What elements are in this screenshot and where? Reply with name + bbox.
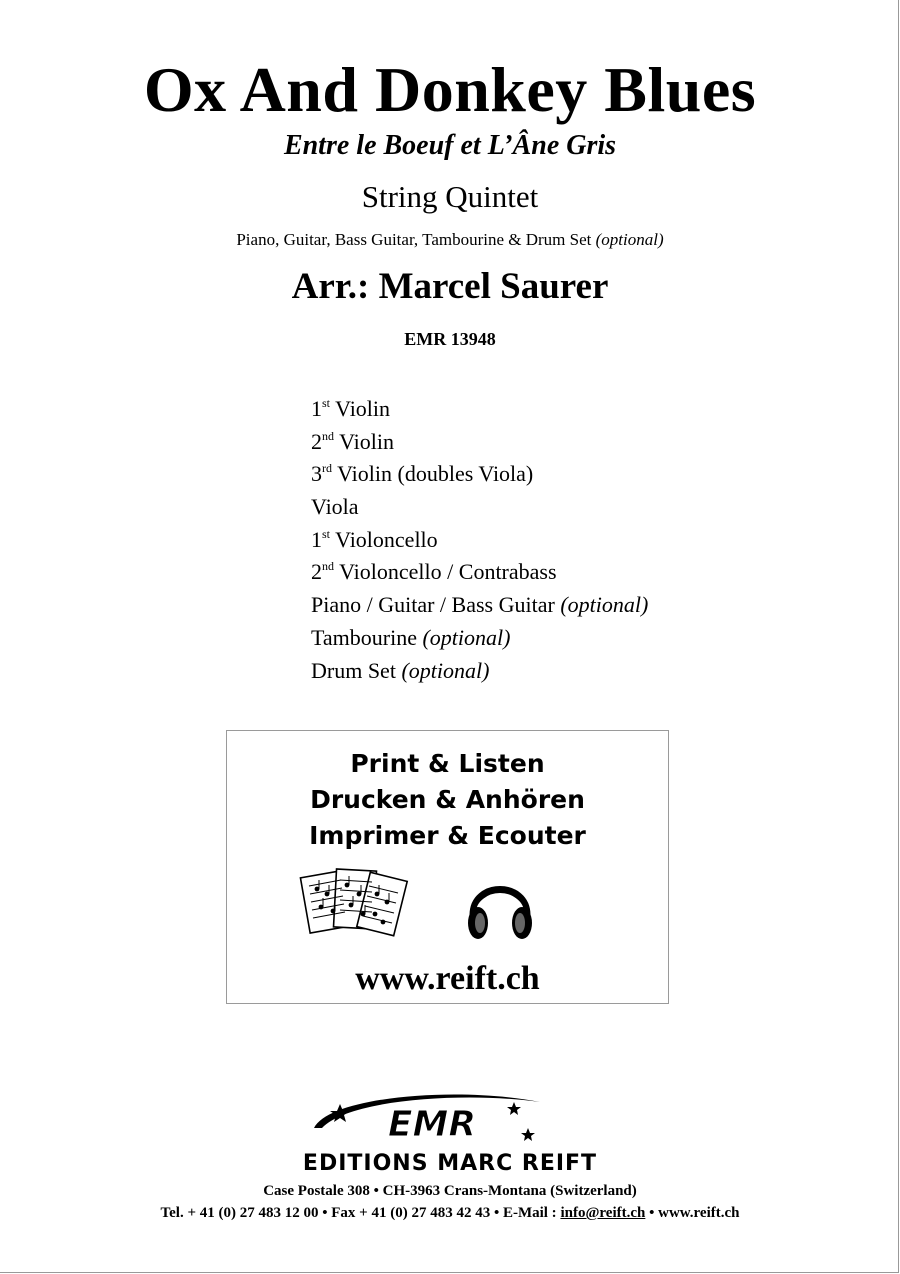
parts-list xyxy=(311,394,648,688)
part-item: Drum Set (optional) xyxy=(311,657,490,683)
instrumentation-line xyxy=(0,229,900,251)
arranger-credit: Arr.: Marcel Saurer xyxy=(291,266,609,307)
part-item: Viola xyxy=(311,494,359,520)
part-item: 2nd Violoncello / Contrabass xyxy=(311,559,557,585)
publisher-contact: Tel. + 41 (0) 27 483 12 00 • Fax + 41 (0) 27 483 42 43 • E-Mail : info@reift.ch • www.reift.ch xyxy=(160,1205,740,1221)
instrumentation-text: Piano, Guitar, Bass Guitar, Tambourine & Drum Set xyxy=(236,230,592,249)
instrumentation-optional: (optional) xyxy=(595,230,664,249)
piece-title: Ox And Donkey Blues xyxy=(143,54,757,125)
catalog-number: EMR 13948 xyxy=(404,329,496,349)
promo-line-french: Imprimer & Ecouter xyxy=(309,821,586,850)
emr-logo xyxy=(300,1088,560,1150)
headphones-icon xyxy=(465,871,535,943)
sheet-music-icon xyxy=(297,864,412,944)
emr-logo-text: EMR xyxy=(387,1104,477,1145)
print-listen-box[interactable] xyxy=(226,730,669,1004)
promo-website-link[interactable]: www.reift.ch xyxy=(355,960,540,997)
email-link[interactable]: info@reift.ch xyxy=(560,1205,646,1221)
part-item: Tambourine (optional) xyxy=(311,624,511,650)
part-item: 1st Violin xyxy=(311,396,391,421)
piece-subtitle: Entre le Boeuf et L’Âne Gris xyxy=(283,130,617,161)
part-item: Piano / Guitar / Bass Guitar (optional) xyxy=(311,592,649,618)
promo-line-german: Drucken & Anhören xyxy=(310,785,585,814)
publisher-address: Case Postale 308 • CH-3963 Crans-Montana (Switzerland) xyxy=(263,1183,637,1199)
part-item: 1st Violoncello xyxy=(311,526,438,552)
part-item: 3rd Violin (doubles Viola) xyxy=(311,461,534,487)
publisher-name: EDITIONS MARC REIFT xyxy=(302,1151,598,1176)
promo-line-english: Print & Listen xyxy=(350,749,545,778)
ensemble-label: String Quintet xyxy=(361,179,539,214)
part-item: 2nd Violin xyxy=(311,428,395,454)
